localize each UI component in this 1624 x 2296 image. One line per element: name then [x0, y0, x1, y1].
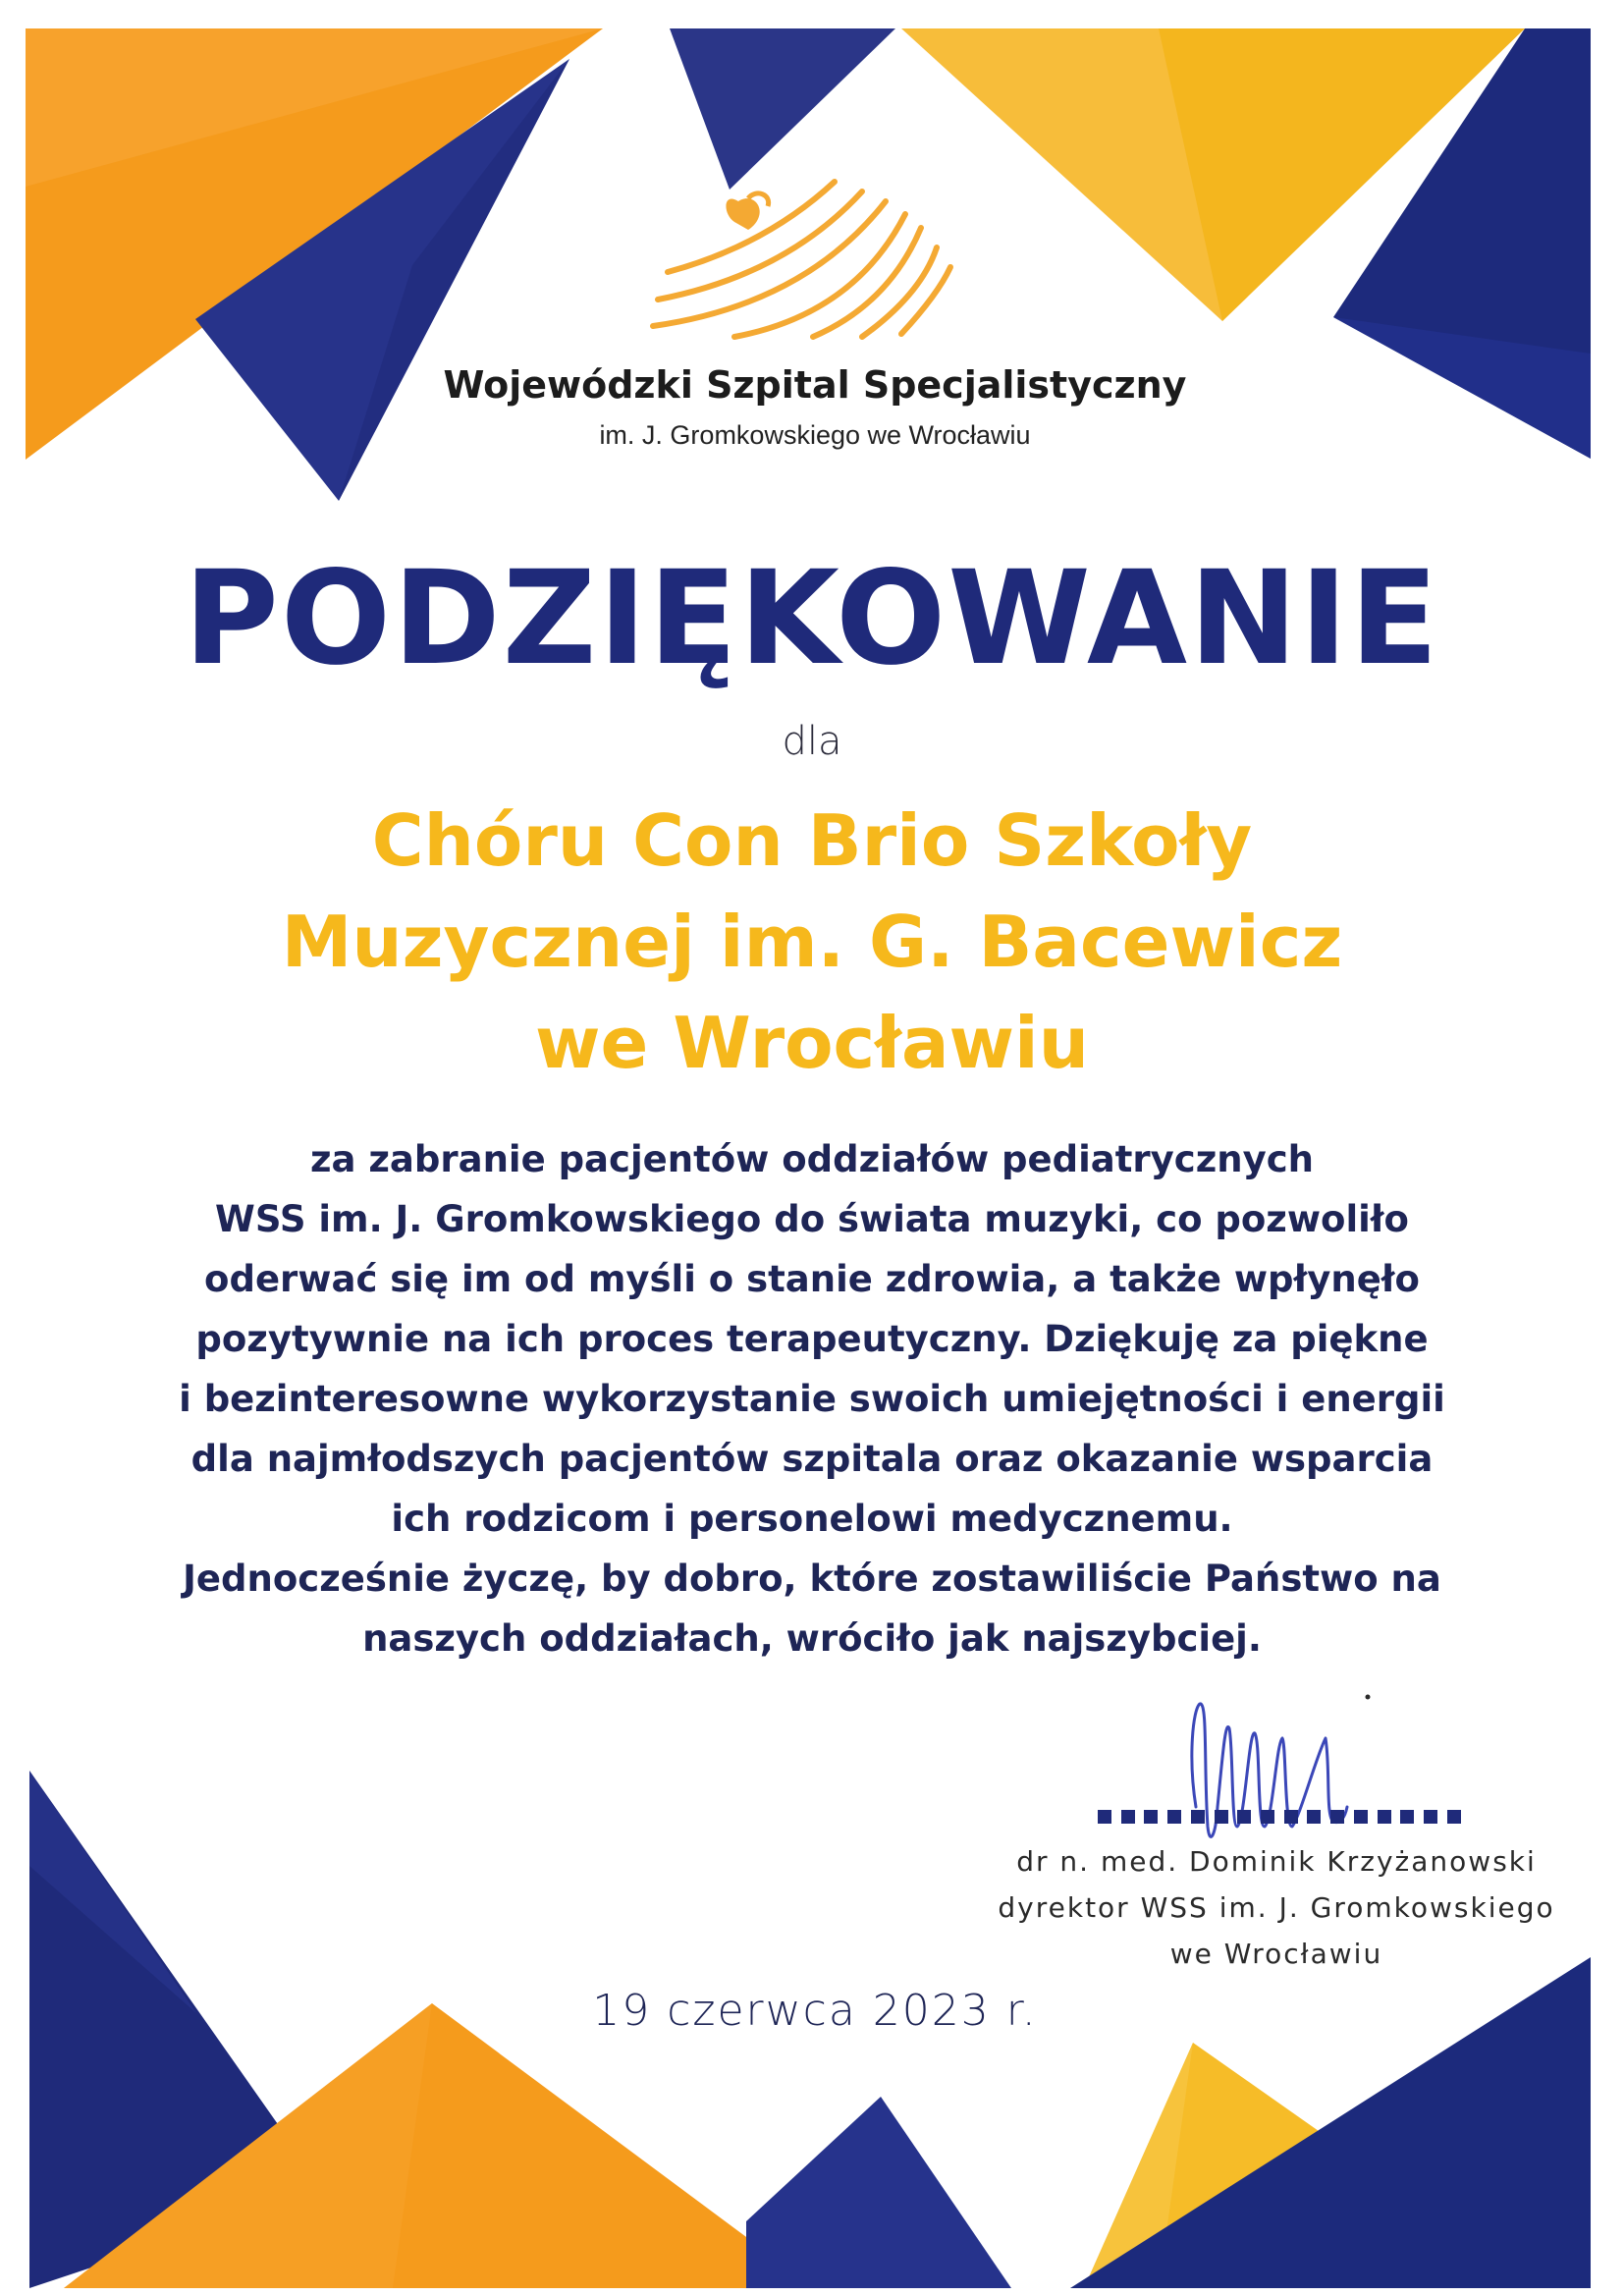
body-line: i bezinteresowne wykorzystanie swoich umiejętności i energii	[179, 1378, 1445, 1420]
signer-title: dyrektor WSS im. J. Gromkowskiego	[998, 1891, 1555, 1924]
recipient-line: Muzycznej im. G. Bacewicz	[281, 901, 1343, 983]
body-line: ich rodzicom i personelowi medycznemu.	[391, 1498, 1233, 1540]
preposition-label: dla	[782, 719, 842, 764]
triangle-navy-bottom-middle	[746, 2097, 1011, 2288]
hospital-subtitle: im. J. Gromkowskiego we Wrocławiu	[599, 420, 1031, 450]
body-line: WSS im. J. Gromkowskiego do świata muzyki, co pozwoliło	[215, 1198, 1409, 1240]
body-line: dla najmłodszych pacjentów szpitala oraz okazanie wsparcia	[190, 1438, 1434, 1480]
heart-icon	[726, 198, 759, 230]
recipient-line: we Wrocławiu	[535, 1002, 1089, 1084]
recipient-name	[0, 791, 1624, 1094]
issue-date: 19 czerwca 2023 r.	[592, 1986, 1038, 2036]
certificate-title: PODZIĘKOWANIE	[184, 543, 1440, 694]
body-line: za zabranie pacjentów oddziałów pediatrycznych	[309, 1138, 1315, 1180]
body-line: naszych oddziałach, wróciło jak najszybciej.	[362, 1617, 1262, 1660]
body-paragraph	[0, 1129, 1624, 1668]
hospital-name: Wojewódzki Szpital Specjalistyczny	[443, 363, 1187, 407]
body-line: oderwać się im od myśli o stanie zdrowia, a także wpłynęło	[204, 1258, 1420, 1300]
hospital-logo-icon	[628, 157, 982, 354]
body-line: Jednocześnie życzę, by dobro, które zostawiliście Państwo na	[183, 1558, 1441, 1600]
recipient-line: Chóru Con Brio Szkoły	[371, 799, 1253, 882]
signer-block	[943, 1838, 1610, 1977]
signature-dotted-line	[1098, 1810, 1461, 1824]
signer-name: dr n. med. Dominik Krzyżanowski	[1016, 1845, 1537, 1878]
body-line: pozytywnie na ich proces terapeutyczny. Dziękuję za piękne	[195, 1318, 1429, 1360]
signer-location: we Wrocławiu	[1169, 1938, 1383, 1970]
